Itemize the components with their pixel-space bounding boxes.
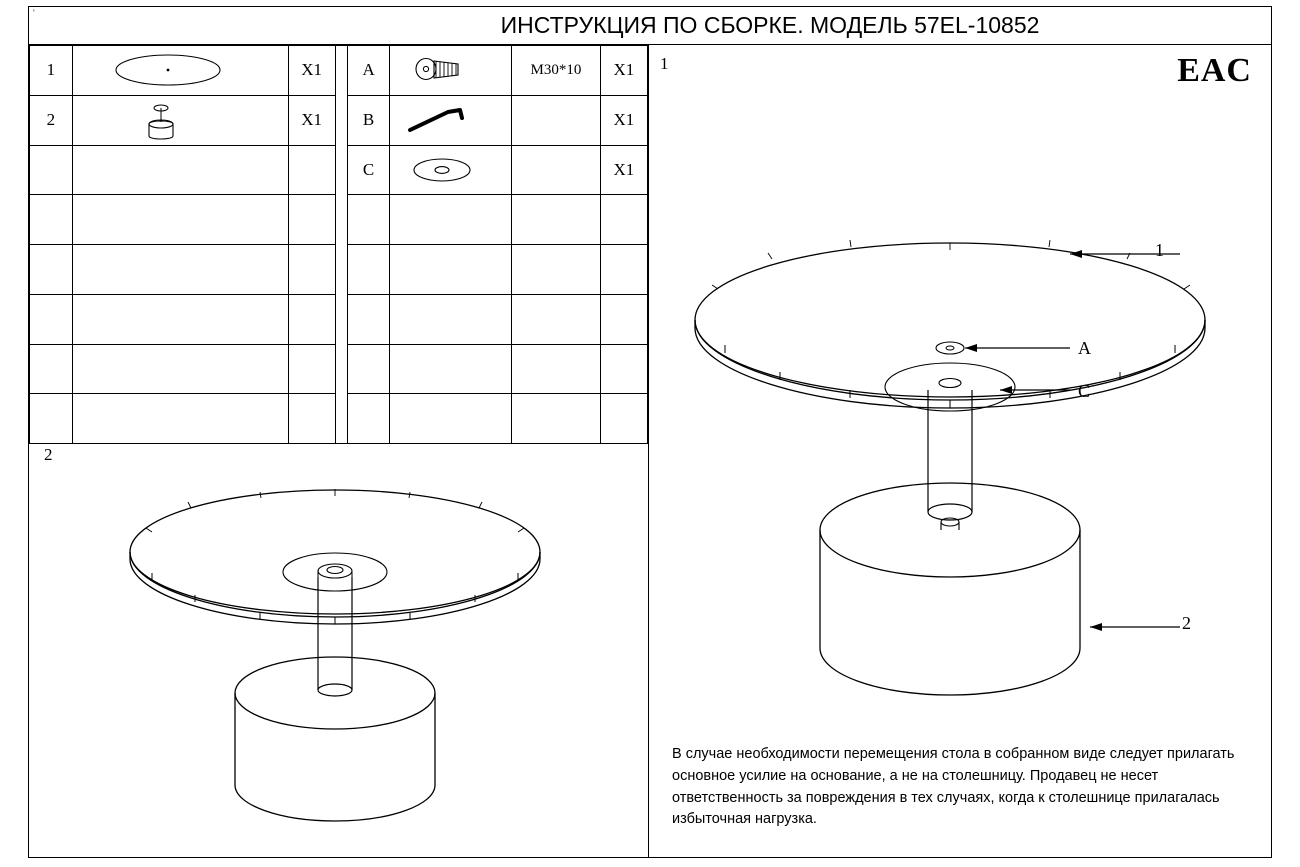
base-cylinder-shape bbox=[235, 657, 435, 821]
screw-a-shape bbox=[936, 342, 964, 354]
exploded-table-diagram bbox=[650, 60, 1270, 700]
part-image-empty bbox=[72, 145, 288, 195]
hardware-qty bbox=[600, 195, 647, 245]
part-qty bbox=[288, 195, 335, 245]
part-number bbox=[30, 245, 73, 295]
part-image-empty bbox=[72, 344, 288, 394]
fastener-assembly-shape bbox=[283, 553, 387, 591]
column-divider bbox=[648, 45, 649, 857]
hardware-letter: A bbox=[347, 46, 390, 96]
hardware-image-empty bbox=[390, 294, 512, 344]
table-gap bbox=[335, 294, 347, 344]
part-image-empty bbox=[72, 394, 288, 444]
table-gap bbox=[335, 394, 347, 444]
washer-icon bbox=[390, 148, 494, 192]
hardware-letter bbox=[347, 294, 390, 344]
part-image-empty bbox=[72, 294, 288, 344]
table-row bbox=[30, 145, 648, 195]
tabletop-shape bbox=[130, 489, 540, 624]
parts-table bbox=[29, 45, 648, 435]
step-1-label: 1 bbox=[660, 54, 669, 73]
part-qty bbox=[288, 344, 335, 394]
part-number bbox=[30, 394, 73, 444]
part-number: 2 bbox=[30, 95, 73, 145]
table-row bbox=[30, 195, 648, 245]
hardware-spec bbox=[512, 145, 601, 195]
part-number bbox=[30, 294, 73, 344]
hardware-letter: B bbox=[347, 95, 390, 145]
table-row bbox=[30, 294, 648, 344]
hardware-spec bbox=[512, 195, 601, 245]
part-number bbox=[30, 145, 73, 195]
part-qty bbox=[288, 294, 335, 344]
hardware-image-empty bbox=[390, 195, 512, 245]
table-top-ellipse-icon bbox=[73, 48, 263, 92]
callout-screw: A bbox=[1078, 338, 1091, 358]
hardware-image-screw bbox=[390, 46, 512, 96]
table-row bbox=[30, 46, 648, 96]
hardware-qty bbox=[600, 344, 647, 394]
hardware-qty bbox=[600, 394, 647, 444]
assembled-table-diagram bbox=[60, 440, 620, 850]
part-image-empty bbox=[72, 245, 288, 295]
hardware-letter bbox=[347, 245, 390, 295]
part-number: 1 bbox=[30, 46, 73, 96]
tabletop-shape bbox=[695, 240, 1205, 408]
hardware-letter bbox=[347, 344, 390, 394]
leader-lines bbox=[950, 250, 1180, 631]
part-qty bbox=[288, 145, 335, 195]
hardware-qty: X1 bbox=[600, 46, 647, 96]
warning-note: В случае необходимости перемещения стола в собранном виде следует прилагать основное усилие на основание, а не на столешницу. Продавец не несет ответственность за повреждения в тех случаях, когда к столешнице прилагалась избыточная нагрузка. bbox=[672, 746, 1235, 828]
part-qty bbox=[288, 245, 335, 295]
hardware-spec bbox=[512, 394, 601, 444]
part-number bbox=[30, 344, 73, 394]
corner-tick: ' bbox=[33, 8, 35, 18]
hardware-image-empty bbox=[390, 344, 512, 394]
hardware-spec bbox=[512, 95, 601, 145]
hardware-image-washer bbox=[390, 145, 512, 195]
hardware-qty bbox=[600, 245, 647, 295]
hardware-qty: X1 bbox=[600, 95, 647, 145]
hardware-spec bbox=[512, 245, 601, 295]
table-base-icon bbox=[73, 96, 263, 144]
hardware-letter bbox=[347, 195, 390, 245]
part-number bbox=[30, 195, 73, 245]
table-gap bbox=[335, 245, 347, 295]
hardware-letter bbox=[347, 394, 390, 444]
hardware-image-empty bbox=[390, 245, 512, 295]
page-title: ИНСТРУКЦИЯ ПО СБОРКЕ. МОДЕЛЬ 57EL-10852 bbox=[500, 12, 1040, 38]
table-row bbox=[30, 245, 648, 295]
part-qty bbox=[288, 394, 335, 444]
hardware-image-empty bbox=[390, 394, 512, 444]
step-1-drawing bbox=[650, 60, 1270, 700]
part-qty: X1 bbox=[288, 46, 335, 96]
step-2-label: 2 bbox=[44, 445, 53, 464]
part-qty: X1 bbox=[288, 95, 335, 145]
table-row bbox=[30, 95, 648, 145]
callout-tabletop: 1 bbox=[1155, 240, 1164, 260]
hardware-qty bbox=[600, 294, 647, 344]
table-gap bbox=[335, 145, 347, 195]
part-image-base bbox=[72, 95, 288, 145]
callout-washer: C bbox=[1078, 381, 1091, 401]
screw-icon bbox=[390, 48, 494, 92]
hardware-qty: X1 bbox=[600, 145, 647, 195]
allen-key-icon bbox=[390, 98, 494, 142]
eac-mark: EAC bbox=[1177, 52, 1252, 89]
hardware-spec bbox=[512, 294, 601, 344]
hardware-spec: M30*10 bbox=[512, 46, 601, 96]
callout-base: 2 bbox=[1182, 613, 1191, 633]
base-cylinder-shape bbox=[820, 483, 1080, 695]
table-gap bbox=[335, 95, 347, 145]
part-image-empty bbox=[72, 195, 288, 245]
table-gap bbox=[335, 344, 347, 394]
part-image-tabletop bbox=[72, 46, 288, 96]
table-gap bbox=[335, 46, 347, 96]
hardware-letter: C bbox=[347, 145, 390, 195]
table-gap bbox=[335, 195, 347, 245]
column-shape bbox=[318, 577, 352, 696]
hardware-spec bbox=[512, 344, 601, 394]
hardware-image-allen-key bbox=[390, 95, 512, 145]
step-2-drawing bbox=[60, 440, 620, 850]
table-row bbox=[30, 344, 648, 394]
table-row bbox=[30, 394, 648, 444]
